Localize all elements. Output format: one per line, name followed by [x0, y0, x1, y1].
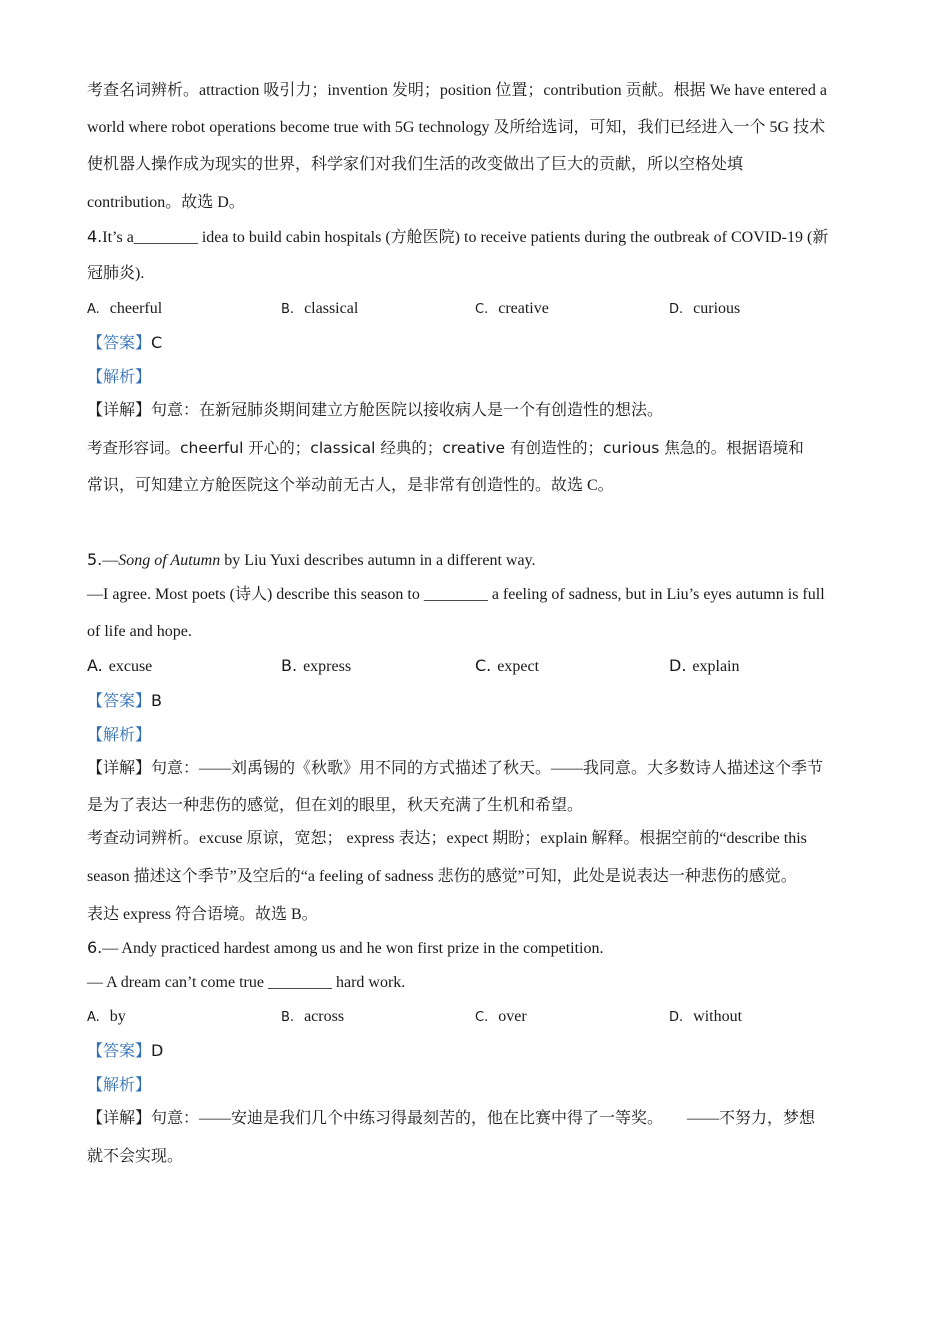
question-6-stem: 6.— Andy practiced hardest among us and he won first prize in the competition.: [87, 938, 604, 957]
analysis-tag: 【解析】: [87, 1077, 152, 1094]
detail-line: 【详解】句意：——刘禹锡的《秋歌》用不同的方式描述了秋天。——我同意。大多数诗人描述这个季节: [87, 760, 824, 777]
option-b: B. express: [281, 656, 352, 675]
poem-title: Song of Autumn: [118, 552, 221, 569]
answer-line: [87, 1041, 867, 1062]
question-4-stem: [87, 227, 867, 248]
question-number: 6.: [87, 938, 103, 957]
option-b: B. across: [281, 1008, 345, 1025]
question-4-stem-cont: 冠肺炎).: [87, 265, 145, 282]
option-c: C. over: [475, 1008, 527, 1025]
option-d: D. without: [669, 1008, 743, 1025]
detail-line: 是为了表达一种悲伤的感觉，但在刘的眼里，秋天充满了生机和希望。: [87, 797, 584, 814]
detail-line: 就不会实现。: [87, 1148, 184, 1165]
question-text: It’s a________ idea to build cabin hospitals (方舱医院) to receive patients during the outbreak of COVID-19 (新: [102, 229, 829, 246]
explanation-line: 使机器人操作成为现实的世界，科学家们对我们生活的改变做出了巨大的贡献，所以空格处填: [87, 156, 744, 173]
option-c: C. expect: [475, 656, 540, 675]
question-6-stem-cont: — A dream can’t come true ________ hard work.: [87, 974, 406, 991]
detail-line: 考查形容词。cheerful 开心的；classical 经典的；creative 有创造性的；curious 焦急的。根据语境和: [87, 439, 804, 457]
option-a: A. cheerful: [87, 300, 163, 317]
question-5-stem-cont: —I agree. Most poets (诗人) describe this season to ________ a feeling of sadness, but in Liu’s eyes autumn is full: [87, 586, 825, 603]
question-number: 5.: [87, 550, 103, 569]
detail-line: 考查动词辨析。excuse 原谅，宽恕； express 表达；expect 期盼；explain 解释。根据空前的“describe this: [87, 830, 807, 847]
option-d: D. explain: [669, 656, 740, 675]
answer-value: B: [151, 691, 162, 710]
detail-tag: 【详解】: [87, 402, 152, 419]
option-a: A. excuse: [87, 656, 153, 675]
option-a: A. by: [87, 1008, 126, 1025]
answer-tag: 【答案】: [87, 1043, 152, 1060]
answer-line: [87, 691, 867, 712]
answer-tag: 【答案】: [87, 335, 152, 352]
explanation-line: contribution。故选 D。: [87, 194, 245, 211]
detail-line: 【详解】句意：——安迪是我们几个中练习得最刻苦的，他在比赛中得了一等奖。 ——不努力，梦想: [87, 1110, 816, 1127]
detail-tag: 【详解】: [87, 760, 152, 777]
detail-line: 常识，可知建立方舱医院这个举动前无古人，是非常有创造性的。故选 C。: [87, 477, 614, 494]
explanation-line: 考查名词辨析。attraction 吸引力；invention 发明；position 位置；contribution 贡献。根据 We have entered a: [87, 82, 827, 99]
answer-line: [87, 333, 867, 354]
answer-value: D: [151, 1041, 164, 1060]
detail-line: 【详解】句意：在新冠肺炎期间建立方舱医院以接收病人是一个有创造性的想法。: [87, 402, 664, 419]
analysis-tag: 【解析】: [87, 369, 152, 386]
option-d: D. curious: [669, 300, 741, 317]
detail-line: 表达 express 符合语境。故选 B。: [87, 906, 318, 923]
option-b: B. classical: [281, 300, 359, 317]
detail-tag: 【详解】: [87, 1110, 152, 1127]
detail-line: season 描述这个季节”及空后的“a feeling of sadness 悲伤的感觉”可知，此处是说表达一种悲伤的感觉。: [87, 868, 797, 885]
option-c: C. creative: [475, 300, 549, 317]
answer-value: C: [151, 333, 163, 352]
question-5-stem: 5.—Song of Autumn by Liu Yuxi describes autumn in a different way.: [87, 550, 536, 569]
analysis-tag: 【解析】: [87, 727, 152, 744]
question-number: 4.: [87, 227, 103, 246]
question-5-stem-cont: of life and hope.: [87, 623, 192, 640]
explanation-line: world where robot operations become true with 5G technology 及所给选词，可知，我们已经进入一个 5G 技术: [87, 119, 826, 136]
answer-tag: 【答案】: [87, 693, 152, 710]
